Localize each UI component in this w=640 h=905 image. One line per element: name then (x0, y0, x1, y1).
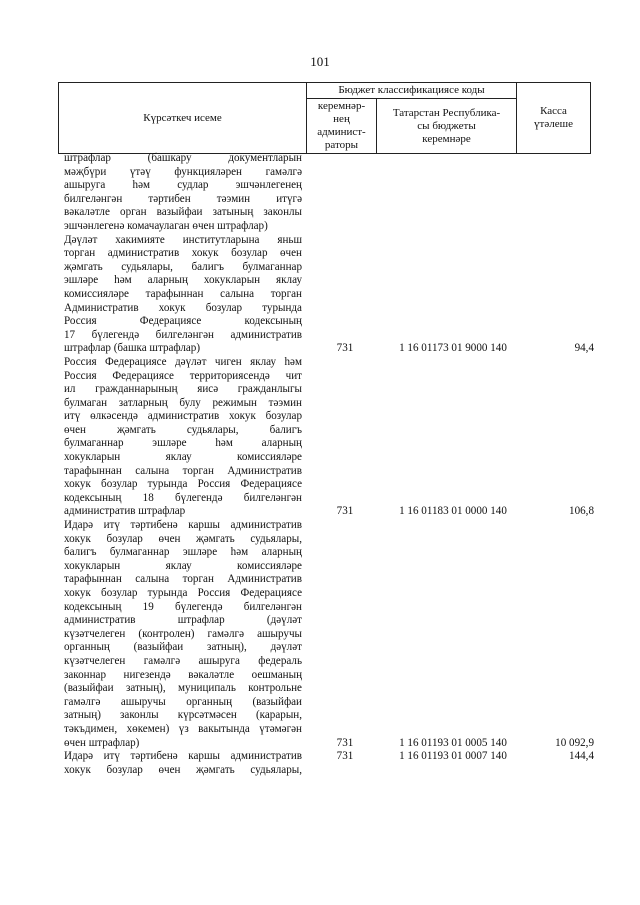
table-body (64, 152, 592, 777)
row-budget-code: 1 16 01183 01 0000 140 (399, 505, 507, 518)
description-line: өчен штрафлар) (64, 736, 140, 749)
row-budget-code: 1 16 01193 01 0005 140 (399, 736, 507, 749)
description-line: кодексының 18 бүлегендә билгеләнгән (64, 491, 302, 504)
header-kassa-line: Касса (540, 105, 567, 117)
header-revenue-column (377, 99, 517, 154)
description-line: эшчәнлегенә комачаулаган өчен штрафлар) (64, 219, 268, 232)
table-row (64, 152, 592, 356)
description-line: вәкаләтле орган вазыйфаи затының законлы (64, 206, 302, 219)
description-line: тарафыннан салына торган Административ (64, 464, 302, 477)
description-line: хокук бозулар өчен җәмгать судьялары, (64, 763, 302, 776)
row-description (64, 356, 592, 519)
description-line: Россия Федерациясе территориясендә чит (64, 369, 302, 382)
description-line: торган административ хокук бозулар өчен (64, 247, 302, 260)
description-line: хокук бозулар турында Россия Федерациясе (64, 587, 302, 599)
description-line: булмаган затларның булу режимын тәэмин (64, 396, 302, 409)
header-revenue-line: Татарстан Республика- (392, 106, 501, 119)
header-name-column (59, 83, 307, 154)
description-line: органның (вазыйфаи затның), дәүләт (64, 641, 302, 654)
description-line: гамәлгә ашыручы органның (вазыйфаи (64, 695, 302, 708)
description-line: күзәтчелеген гамәлгә ашыруга федераль (64, 654, 302, 667)
description-line: өчен җәмгать судьялары, балигъ (64, 423, 302, 436)
description-line: комиссияләре тарафыннан салына торган (64, 287, 302, 300)
row-admin-code: 731 (336, 342, 354, 355)
description-line: балигъ булмаганнар эшләре һәм аларның (64, 546, 302, 559)
description-line: ил гражданнарының яисә гражданлыгы (64, 383, 302, 396)
table-row (64, 750, 592, 777)
header-budget-group (307, 83, 517, 99)
row-admin-code: 731 (336, 750, 354, 763)
header-admin-line: раторы (324, 139, 359, 151)
header-revenue-line: керемнәре (422, 132, 471, 145)
header-budget-label: Бюджет классификациясе коды (338, 84, 485, 96)
description-line: Россия Федерациясе дәүләт чиген яклау һәм (64, 355, 302, 368)
description-line: ашыруга һәм судлар эшчәнлегенең (64, 179, 302, 192)
row-admin-code: 731 (336, 505, 354, 518)
row-description (64, 519, 592, 750)
description-line: хокук бозулар турында Россия Федерациясе (64, 478, 302, 491)
description-line: хокук бозулар өчен җәмгать судьялары, (64, 532, 302, 545)
row-amount: 144,4 (569, 750, 594, 763)
description-line: административ штрафлар (64, 505, 186, 518)
description-line: административ штрафлар (дәүләт (64, 614, 302, 627)
description-line: күзәтчелеген (контролен) гамәлгә ашыручы (64, 627, 302, 640)
row-admin-code: 731 (336, 736, 354, 749)
description-line: Административ хокук бозулар турында (64, 301, 302, 314)
description-line: итү өлкәсендә административ хокук бозулар (64, 410, 302, 423)
description-line: булмаганнар эшләре һәм аларның (64, 437, 302, 450)
description-line: хокукларын яклау комиссияләре (64, 559, 302, 572)
header-admin-line: нең (333, 113, 350, 125)
row-budget-code: 1 16 01173 01 9000 140 (399, 342, 507, 355)
header-admin-line: админист- (317, 126, 366, 138)
description-line: штрафлар (башка штрафлар) (64, 342, 201, 355)
description-line: мәҗбүри үтәү функцияләрен гамәлгә (64, 165, 302, 178)
header-name-label: Күрсәткеч исеме (143, 111, 222, 124)
description-line: законнар нигезендә вәкаләтле оешманың (64, 668, 302, 681)
description-line: кодексының 19 бүлегендә билгеләнгән (64, 600, 302, 613)
description-line: штрафлар (башкару документларын (64, 152, 302, 164)
description-line: билгеләнгән тәртибен тәэмин итүгә (64, 192, 302, 205)
description-line: Россия Федерациясе кодексының (64, 315, 302, 328)
description-line: Идарә итү тәртибенә каршы административ (64, 750, 302, 763)
description-line: хокукларын яклау комиссияләре (64, 451, 302, 464)
description-line: тәкъдимен, хөкемен) үз вакытында үтәмәгән (64, 722, 302, 735)
header-admin-line: керемнәр- (317, 100, 366, 112)
row-amount: 106,8 (569, 505, 594, 518)
description-line: җәмгать судьялары, балигъ булмаганнар (64, 260, 302, 273)
description-line: тарафыннан салына торган Административ (64, 573, 302, 586)
description-line: эшләре һәм аларның хокукларын яклау (64, 274, 302, 287)
header-admin-column (307, 99, 377, 154)
description-line: затның) законлы күрсәтмәсен (карарын, (64, 709, 302, 722)
description-line: (вазыйфаи затның), муниципаль контрольне (64, 682, 302, 695)
page-number: 101 (310, 54, 330, 69)
table-header (58, 82, 591, 154)
header-kassa-column (517, 83, 591, 154)
description-line: Дәүләт хакимияте институтларына яньш (64, 233, 302, 246)
row-description (64, 152, 592, 356)
row-budget-code: 1 16 01193 01 0007 140 (399, 750, 507, 763)
header-kassa-line: үтәлеше (534, 118, 573, 130)
description-line: Идарә итү тәртибенә каршы административ (64, 519, 302, 532)
header-revenue-line: сы бюджеты (417, 119, 476, 132)
table-row (64, 356, 592, 519)
description-line: 17 бүлегендә билгеләнгән административ (64, 328, 302, 341)
row-amount: 94,4 (574, 342, 594, 355)
row-amount: 10 092,9 (555, 736, 594, 749)
table-row (64, 519, 592, 750)
